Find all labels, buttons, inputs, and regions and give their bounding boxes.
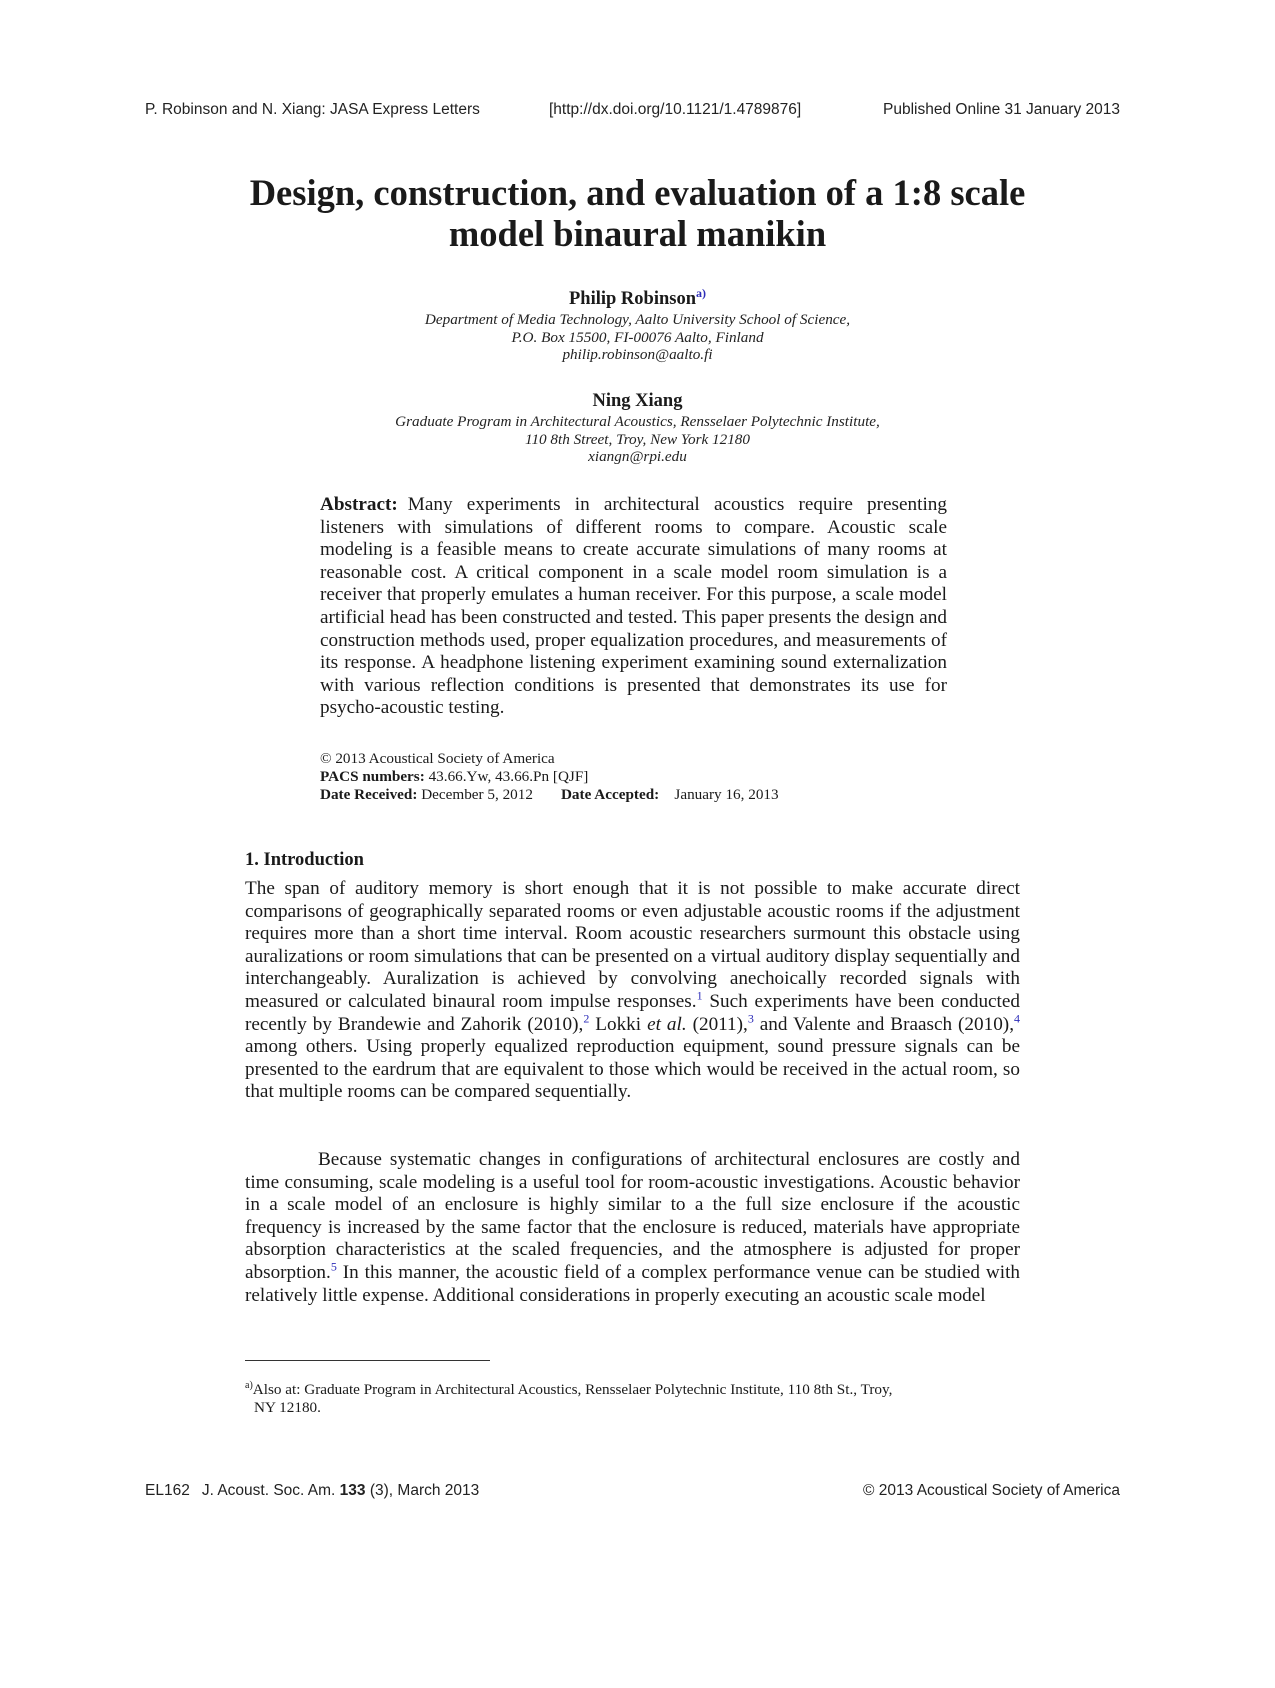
body-paragraph: The span of auditory memory is short enough that it is not possible to make accurate direct comparisons of geographically separated rooms or even adjustable acoustic rooms if the adjustment requires more than a short time interval. Room acoustic researchers surmount this obstacle using auralizations or room simulations that can be presented on a virtual auditory display sequentially and interchangeably. Auralization is achieved by convolving anechoically recorded signals with measured or calculated binaural room impulse responses.$^1$ Such experiments have been conducted recently by Brandewie and Zahorik (2010),$^2$ Lokki et al. (2011),$^3$ and Valente and Braasch (2010),$^4$ among others. Using properly equalized reproduction equipment, sound pressure signals can be presented to the eardrum that are equivalent to those which would be received in the actual room, so that multiple rooms can be compared sequentially. [245, 878, 1020, 1103]
journal-name: J. Acoust. Soc. Am. [201, 1482, 340, 1499]
copyright-notice: © 2013 Acoustical Society of America [320, 750, 555, 767]
publication-date: Published Online 31 January 2013 [883, 101, 1120, 118]
abstract [320, 494, 947, 720]
section-heading: 1. Introduction [245, 850, 364, 870]
author-footnote-link[interactable]: a) [696, 286, 706, 300]
author-name: Philip Robinson$^{a)}$ [569, 286, 706, 310]
footer-copyright: © 2013 Acoustical Society of America [863, 1482, 1120, 1499]
abstract-label: Abstract: [320, 494, 398, 515]
author-block-1 [290, 281, 985, 364]
pacs-numbers [320, 768, 970, 786]
running-header-authors: P. Robinson and N. Xiang: JASA Express Letters [145, 101, 480, 118]
doi-link[interactable]: [http://dx.doi.org/10.1121/1.4789876] [549, 101, 802, 118]
body-paragraph: Because systematic changes in configurations of architectural enclosures are costly and time consuming, scale modeling is a useful tool for room-acoustic investigations. Acoustic behavior in a scale model of an enclosure is highly similar to a the full size enclosure if the acoustic frequency is increased by the same factor that the enclosure is reduced, materials have appropriate absorption characteristics at the scaled frequencies, and the atmosphere is adjusted for proper absorption.$^5$ In this manner, the acoustic field of a complex performance venue can be studied with relatively little expense. Additional considerations in properly executing an acoustic scale model [245, 1149, 1020, 1306]
author-name: Ning Xiang [592, 391, 683, 411]
author-block-2 [290, 389, 985, 466]
date-accepted-label: Date Accepted: [560, 786, 660, 803]
footnote-mark: a) [245, 1379, 253, 1391]
reference-link[interactable]: 2 [583, 1011, 590, 1026]
author-email[interactable]: philip.robinson@aalto.fi [562, 346, 713, 364]
author-address: P.O. Box 15500, FI-00076 Aalto, Finland [511, 328, 764, 346]
footnote [245, 1381, 1020, 1417]
reference-link[interactable]: 3 [747, 1011, 754, 1026]
date-received-label: Date Received: [320, 786, 418, 803]
paper-title-line-1: Design, construction, and evaluation of a 1:8 scale [249, 172, 1026, 213]
date-accepted-value: January 16, 2013 [674, 786, 779, 803]
paper-title [200, 172, 1075, 254]
page-number: EL162 [145, 1482, 190, 1499]
reference-link[interactable]: 5 [330, 1259, 337, 1274]
article-dates [320, 786, 970, 804]
abstract-text: Many experiments in architectural acoustics require presenting listeners with simulations of different rooms to compare. Acoustic scale modeling is a feasible means to create accurate simulations of many rooms at reasonable cost. A critical component in a scale model room simulation is a receiver that properly emulates a human receiver. For this purpose, a scale model artificial head has been constructed and tested. This paper presents the design and construction methods used, proper equalization procedures, and measurements of its response. A headphone listening experiment examining sound externalization with various reflection conditions is presented that demonstrates its use for psycho-acoustic testing. [320, 494, 947, 719]
author-email[interactable]: xiangn@rpi.edu [588, 448, 687, 465]
author-address: 110 8th Street, Troy, New York 12180 [524, 430, 750, 448]
pacs-value: 43.66.Yw, 43.66.Pn [QJF] [428, 768, 589, 785]
journal-volume: 133 [339, 1482, 366, 1499]
date-received-value: December 5, 2012 [421, 786, 533, 803]
journal-issue: (3), March 2013 [365, 1482, 480, 1499]
footnote-text: Also at: Graduate Program in Architectural Acoustics, Rensselaer Polytechnic Institute, 110 8th St., Troy, [252, 1381, 893, 1398]
footnote-text-continued: NY 12180. [254, 1398, 321, 1416]
author-affiliation: Department of Media Technology, Aalto University School of Science, [424, 311, 851, 329]
reference-link[interactable]: 1 [696, 988, 703, 1003]
footnote-divider [245, 1360, 490, 1361]
author-affiliation: Graduate Program in Architectural Acoustics, Rensselaer Polytechnic Institute, [395, 413, 880, 430]
pacs-label: PACS numbers: [320, 768, 425, 785]
reference-link[interactable]: 4 [1014, 1011, 1020, 1026]
paper-title-line-2: model binaural manikin [448, 213, 827, 254]
running-footer-citation [145, 1482, 479, 1500]
